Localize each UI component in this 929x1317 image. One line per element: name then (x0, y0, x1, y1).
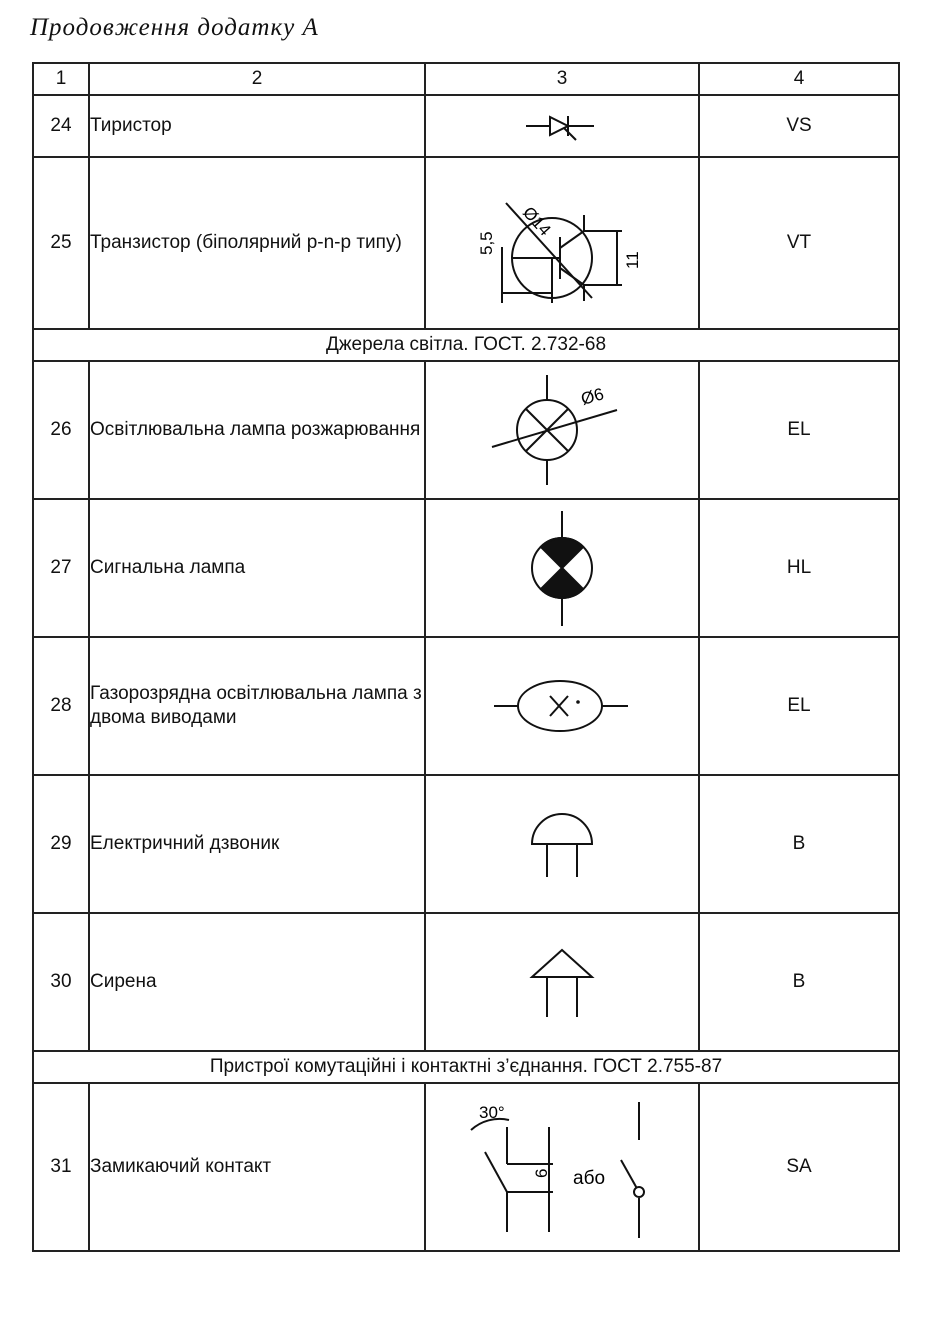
siren-symbol (527, 945, 597, 1020)
electric-bell-symbol (527, 809, 597, 879)
row-name: Сирена (89, 913, 425, 1051)
or-label: або (573, 1168, 606, 1189)
height-label: 11 (623, 251, 642, 269)
row-number: 31 (33, 1083, 89, 1251)
row-name: Газорозрядна освітлювальна лампа з двома виводами (89, 637, 425, 775)
row-number: 28 (33, 637, 89, 775)
header-col-2: 2 (89, 63, 425, 95)
row-code: HL (699, 499, 899, 637)
section-title: Пристрої комутаційні і контактні з’єднання. ГОСТ 2.755-87 (33, 1051, 899, 1083)
row-number: 29 (33, 775, 89, 913)
table-row (33, 1083, 899, 1251)
table-row (33, 913, 899, 1051)
section-row (33, 1051, 899, 1083)
row-code: VT (699, 157, 899, 329)
row-number: 24 (33, 95, 89, 157)
row-code: EL (699, 637, 899, 775)
section-row (33, 329, 899, 361)
diameter-label: Ø14 (519, 202, 555, 240)
thyristor-symbol (522, 106, 602, 146)
width-label: 5,5 (477, 231, 496, 255)
table-row (33, 95, 899, 157)
row-number: 25 (33, 157, 89, 329)
row-name: Тиристор (89, 95, 425, 157)
header-col-3: 3 (425, 63, 699, 95)
row-number: 27 (33, 499, 89, 637)
signal-lamp-symbol (522, 511, 602, 626)
gas-discharge-lamp-symbol (492, 676, 632, 736)
diameter-label: Ø6 (578, 384, 606, 409)
row-name: Електричний дзвоник (89, 775, 425, 913)
row-code: EL (699, 361, 899, 499)
row-code: SA (699, 1083, 899, 1251)
incandescent-lamp-symbol (487, 375, 637, 485)
symbols-table (32, 62, 900, 1252)
angle-label: 30° (479, 1103, 505, 1122)
header-col-1: 1 (33, 63, 89, 95)
row-name: Сигнальна лампа (89, 499, 425, 637)
header-col-4: 4 (699, 63, 899, 95)
row-name: Освітлювальна лампа розжарювання (89, 361, 425, 499)
table-header-row (33, 63, 899, 95)
row-name: Транзистор (біполярний p-n-p типу) (89, 157, 425, 329)
row-name: Замикаючий контакт (89, 1083, 425, 1251)
make-contact-symbol (457, 1092, 667, 1242)
table-row (33, 775, 899, 913)
page-title: Продовження додатку А (30, 14, 319, 41)
table-row (33, 637, 899, 775)
height-label: 6 (532, 1168, 551, 1178)
row-number: 26 (33, 361, 89, 499)
section-title: Джерела світла. ГОСТ. 2.732-68 (33, 329, 899, 361)
transistor-symbol (472, 173, 652, 313)
table-row (33, 499, 899, 637)
row-code: VS (699, 95, 899, 157)
row-number: 30 (33, 913, 89, 1051)
table-row (33, 157, 899, 329)
table-row (33, 361, 899, 499)
row-code: B (699, 775, 899, 913)
row-code: B (699, 913, 899, 1051)
